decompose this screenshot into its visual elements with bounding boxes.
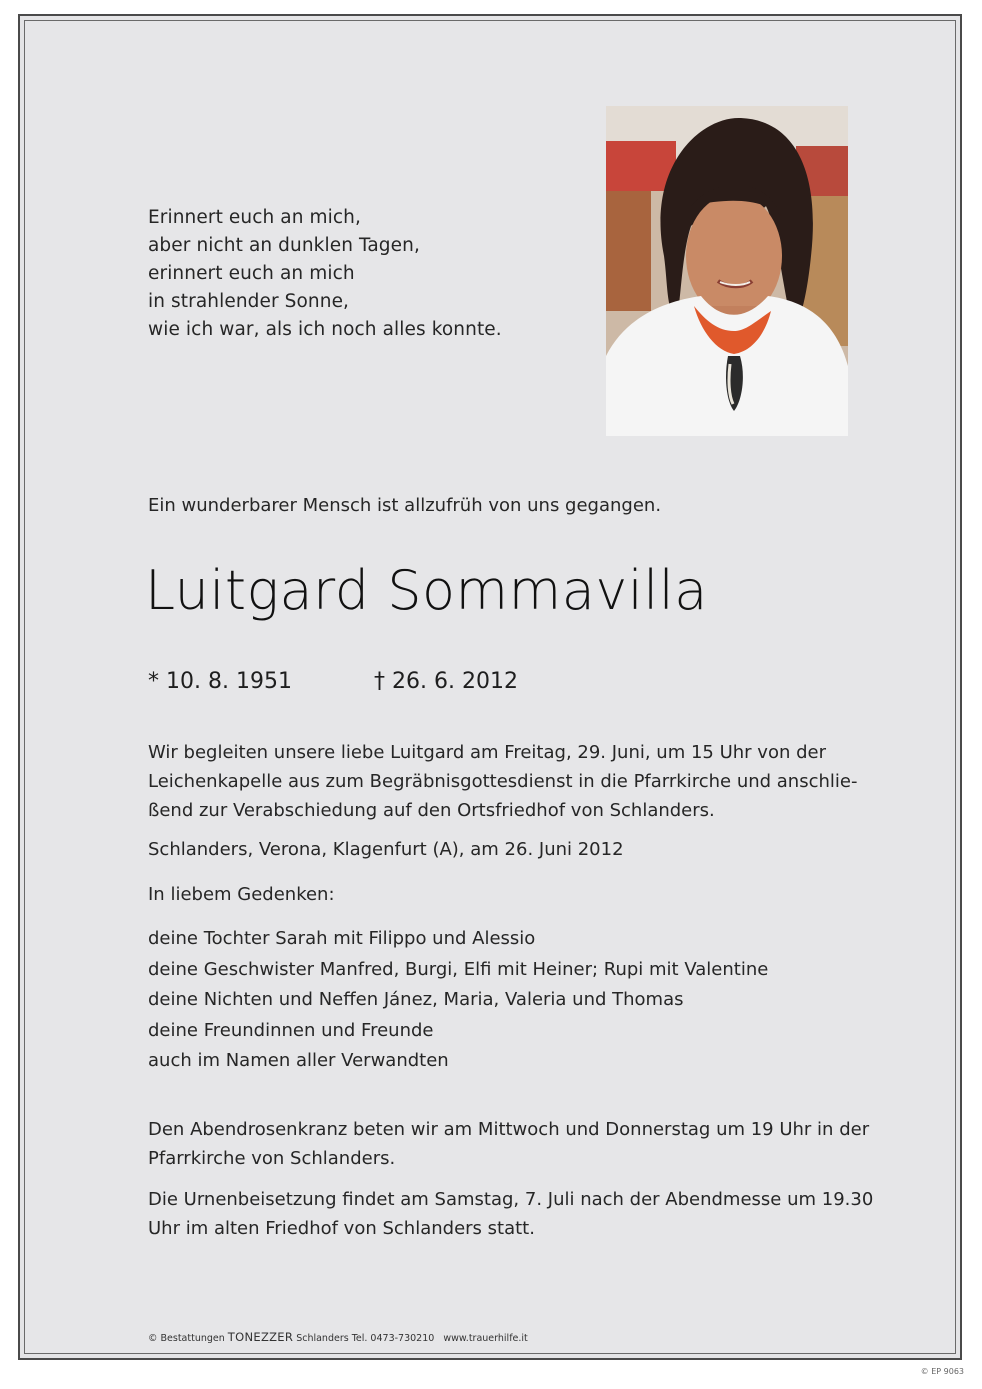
mourner-line: deine Geschwister Manfred, Burgi, Elfi mit Heiner; Rupi mit Valentine <box>148 958 769 980</box>
mourner-line: deine Tochter Sarah mit Filippo und Alessio <box>148 928 536 949</box>
urn-notice <box>148 1185 874 1243</box>
mourner-line: auch im Namen aller Verwandten <box>148 1050 449 1071</box>
footer-web: www.trauerhilfe.it <box>443 1333 528 1344</box>
rosary-line: Den Abendrosenkranz beten wir am Mittwoch und Donnerstag um 19 Uhr in der <box>148 1119 870 1140</box>
poem-line: in strahlender Sonne, <box>148 291 350 312</box>
funeral-notice <box>148 738 858 825</box>
place-date: Schlanders, Verona, Klagenfurt (A), am 26. Juni 2012 <box>148 839 624 860</box>
death-date: † 26. 6. 2012 <box>374 669 518 694</box>
footer-town: Schlanders <box>296 1333 349 1344</box>
portrait-photo <box>606 106 848 436</box>
birth-date: * 10. 8. 1951 <box>148 669 292 694</box>
poem-line: erinnert euch an mich <box>148 263 355 284</box>
funeral-line: ßend zur Verabschiedung auf den Ortsfriedhof von Schlanders. <box>148 800 715 821</box>
funeral-line: Leichenkapelle aus zum Begräbnisgottesdienst in die Pfarrkirche und anschlie- <box>148 771 858 792</box>
deceased-name: Luitgard Sommavilla <box>145 559 708 622</box>
mourners-list <box>148 924 768 1077</box>
print-code: © EP 9063 <box>920 1367 964 1376</box>
footer-phone: Tel. 0473-730210 <box>351 1333 435 1344</box>
poem-line: Erinnert euch an mich, <box>148 207 361 228</box>
rosary-notice <box>148 1115 870 1173</box>
intro-text: Ein wunderbarer Mensch ist allzufrüh von uns gegangen. <box>148 495 662 516</box>
urn-line: Die Urnenbeisetzung findet am Samstag, 7. Juli nach der Abendmesse um 19.30 <box>148 1189 874 1210</box>
mourner-line: deine Freundinnen und Freunde <box>148 1019 434 1041</box>
footer-prefix: © Bestattungen <box>148 1333 225 1344</box>
footer <box>148 1330 528 1344</box>
page-inner-frame <box>24 20 956 1354</box>
funeral-line: Wir begleiten unsere liebe Luitgard am Freitag, 29. Juni, um 15 Uhr von der <box>148 742 826 763</box>
poem-line: aber nicht an dunklen Tagen, <box>148 235 420 256</box>
poem <box>148 204 502 344</box>
page-frame <box>18 14 962 1360</box>
mourner-line: deine Nichten und Neffen Jánez, Maria, Valeria und Thomas <box>148 989 684 1010</box>
memory-heading: In liebem Gedenken: <box>148 884 335 905</box>
poem-line: wie ich war, als ich noch alles konnte. <box>148 319 502 340</box>
urn-line: Uhr im alten Friedhof von Schlanders statt. <box>148 1218 535 1239</box>
rosary-line: Pfarrkirche von Schlanders. <box>148 1148 396 1169</box>
footer-brand: TONEZZER <box>227 1330 294 1344</box>
